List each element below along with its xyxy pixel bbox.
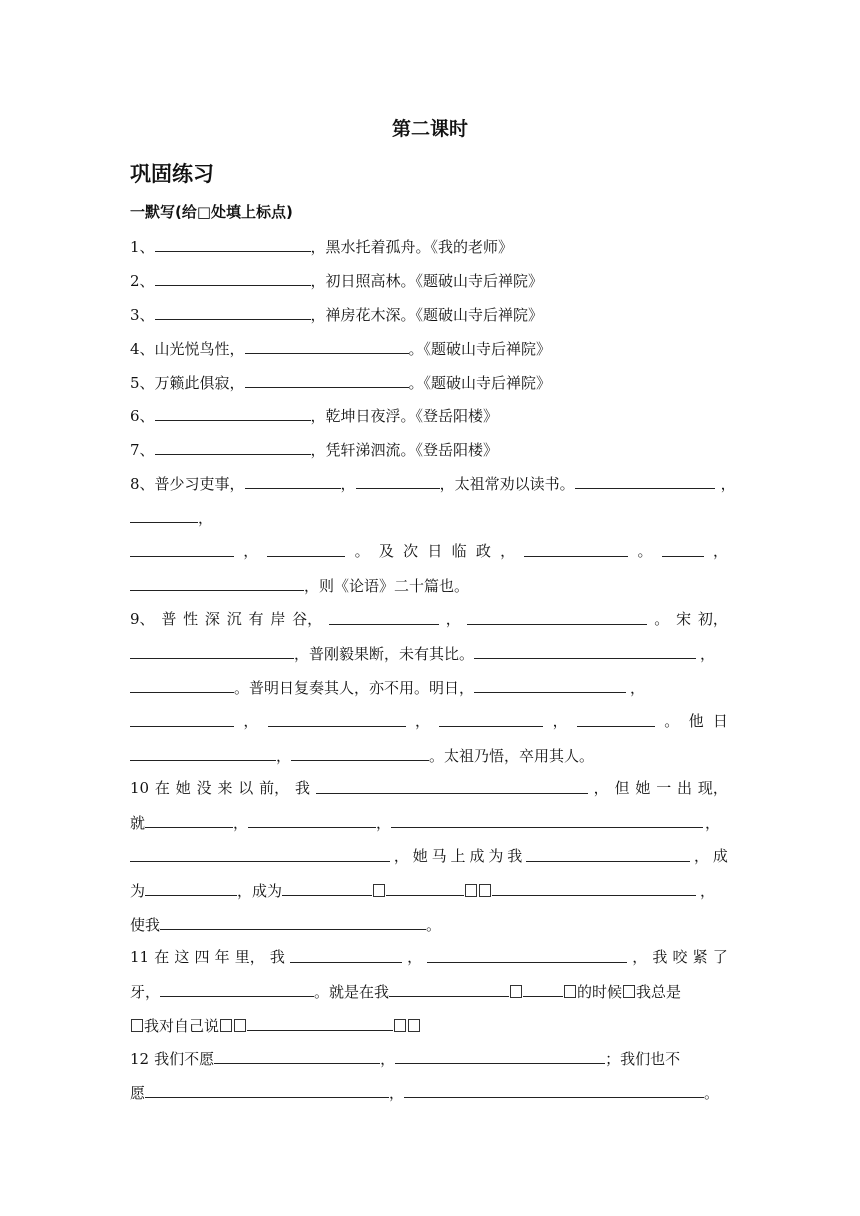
answer-blank[interactable] [130,677,234,693]
question-8-line-1: 8、普少习吏事， ， ，太祖常劝以读书。 ， [130,475,736,493]
section-heading: 巩固练习 [130,162,214,186]
answer-blank[interactable] [267,541,345,557]
answer-blank[interactable] [290,947,402,963]
answer-blank[interactable] [268,711,406,727]
answer-blank[interactable] [130,745,276,761]
punctuation-box[interactable] [408,1019,420,1032]
answer-blank[interactable] [316,778,588,794]
question-9-line-3: 。普明日复奏其人，亦不用。明日， ， [130,677,645,698]
answer-blank[interactable] [245,338,409,354]
answer-blank[interactable] [155,236,311,252]
question-10-line-2: 就 ， ， ， [130,814,721,832]
answer-blank[interactable] [427,947,627,963]
question-2: 2、 ，初日照高林。《题破山寺后禅院》 [130,272,544,290]
answer-blank[interactable] [389,981,509,997]
punctuation-box[interactable] [510,985,522,998]
question-12-line-2: 愿 ， 。 [130,1084,720,1102]
answer-blank[interactable] [155,270,311,286]
question-10-line-1: 10 在 她 没 来 以 前， 我 ， 但 她 一 出 现， [130,779,728,797]
answer-blank[interactable] [492,880,696,896]
question-12-line-1: 12 我们不愿 ， ；我们也不 [130,1050,681,1068]
question-10-line-3: ， 她 马 上 成 为 我 ， 成 [130,846,728,866]
answer-blank[interactable] [145,880,237,896]
answer-blank[interactable] [329,609,439,625]
question-1: 1、 ，黑水托着孤舟。《我的老师》 [130,238,514,256]
answer-blank[interactable] [155,405,311,421]
answer-blank[interactable] [130,846,390,862]
answer-blank[interactable] [577,711,655,727]
answer-blank[interactable] [282,880,372,896]
question-9-line-2: ，普刚毅果断，未有其比。 ， [130,643,715,664]
answer-blank[interactable] [130,541,234,557]
question-4: 4、山光悦鸟性， 。《题破山寺后禅院》 [130,340,552,358]
question-11-line-3: 我对自己说 [130,1015,421,1036]
answer-blank[interactable] [130,643,294,659]
punctuation-box[interactable] [623,985,635,998]
subsection-heading: 一默写(给□处填上标点) [130,203,293,221]
question-9-line-4: ， ， ， 。 他 日 [130,711,728,731]
answer-blank[interactable] [526,846,690,862]
question-8-line-2: ， [130,507,213,528]
answer-blank[interactable] [404,1082,704,1098]
answer-blank[interactable] [575,473,715,489]
question-9-line-5: ， 。太祖乃悟，卒用其人。 [130,745,594,766]
punctuation-box[interactable] [465,884,477,897]
question-3: 3、 ，禅房花木深。《题破山寺后禅院》 [130,306,544,324]
answer-blank[interactable] [245,473,341,489]
answer-blank[interactable] [524,541,628,557]
question-5: 5、万籁此俱寂， 。《题破山寺后禅院》 [130,374,552,392]
answer-blank[interactable] [214,1048,380,1064]
question-6: 6、 ，乾坤日夜浮。《登岳阳楼》 [130,407,499,425]
question-11-line-1: 11 在 这 四 年 里， 我 ， ， 我 咬 紧 了 [130,948,728,966]
answer-blank[interactable] [523,981,563,997]
answer-blank[interactable] [439,711,543,727]
answer-blank[interactable] [130,575,304,591]
answer-blank[interactable] [155,439,311,455]
answer-blank[interactable] [130,507,198,523]
question-8-line-4: ，则《论语》二十篇也。 [130,575,469,596]
question-10-line-5: 使我 。 [130,916,442,934]
punctuation-box[interactable] [220,1019,232,1032]
punctuation-box[interactable] [564,985,576,998]
answer-blank[interactable] [474,677,626,693]
question-9-line-1: 9、 普 性 深 沉 有 岸 谷， ， 。 宋 初， [130,610,728,628]
punctuation-box[interactable] [479,884,491,897]
answer-blank[interactable] [356,473,440,489]
answer-blank[interactable] [291,745,429,761]
question-11-line-2: 牙， 。就是在我 的时候 我总是 [130,983,682,1001]
answer-blank[interactable] [662,541,704,557]
question-10-line-4: 为 ，成为 ， [130,882,716,900]
punctuation-box[interactable] [131,1019,143,1032]
answer-blank[interactable] [467,609,647,625]
answer-blank[interactable] [245,372,409,388]
question-7: 7、 ，凭轩涕泗流。《登岳阳楼》 [130,441,499,459]
answer-blank[interactable] [386,880,464,896]
answer-blank[interactable] [160,914,426,930]
answer-blank[interactable] [145,812,233,828]
answer-blank[interactable] [395,1048,605,1064]
answer-blank[interactable] [391,812,703,828]
question-8-line-3: ， 。 及 次 日 临 政 ， 。 ， [130,541,728,561]
punctuation-box[interactable] [373,884,385,897]
punctuation-box[interactable] [394,1019,406,1032]
answer-blank[interactable] [160,981,314,997]
answer-blank[interactable] [145,1082,389,1098]
answer-blank[interactable] [248,812,376,828]
answer-blank[interactable] [247,1015,393,1031]
page-title: 第二课时 [391,118,468,140]
answer-blank[interactable] [130,711,234,727]
punctuation-box[interactable] [234,1019,246,1032]
answer-blank[interactable] [155,304,311,320]
answer-blank[interactable] [474,643,696,659]
